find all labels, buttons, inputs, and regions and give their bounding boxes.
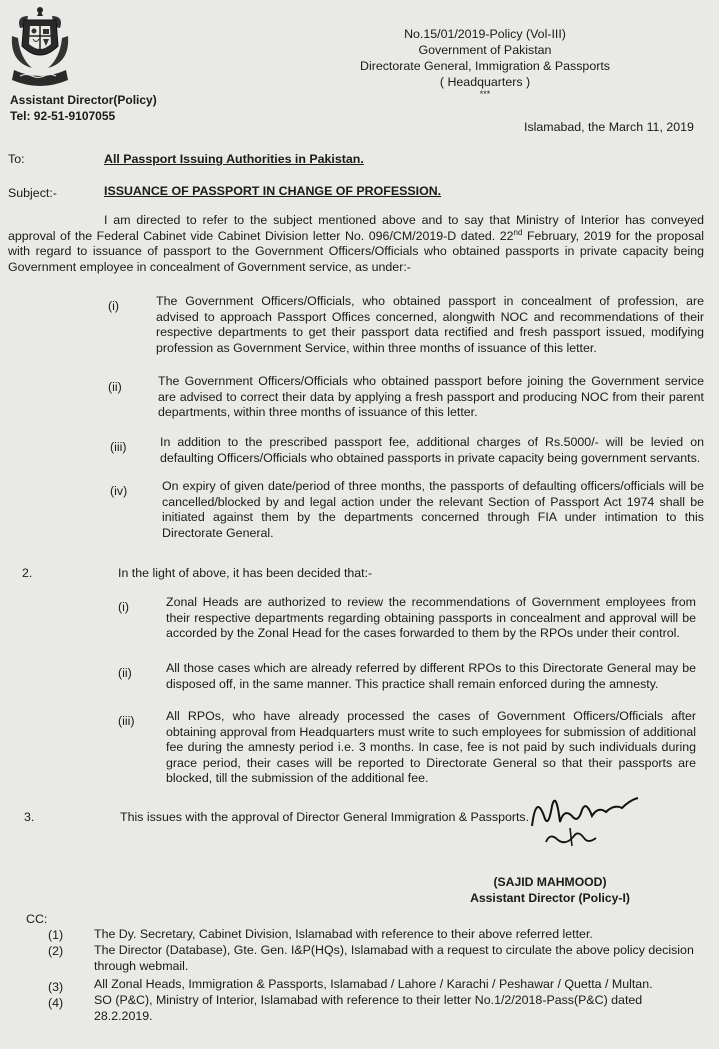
paragraph-3-text: This issues with the approval of Director General Immigration & Passports. xyxy=(120,810,530,824)
signatory-title: Assistant Director (Policy-I) xyxy=(470,891,630,905)
signatory-block xyxy=(460,874,640,906)
office-name: ( Headquarters ) xyxy=(439,75,531,89)
item-number: (ii) xyxy=(118,666,132,680)
sender-block xyxy=(10,92,157,124)
cc-label: CC: xyxy=(26,912,48,926)
item-number: (i) xyxy=(108,299,120,313)
government-name: Government of Pakistan xyxy=(418,43,552,57)
state-emblem-icon xyxy=(6,6,74,92)
intro-paragraph xyxy=(8,213,704,275)
cc-number: (2) xyxy=(48,944,64,958)
cc-item-text: SO (P&C), Ministry of Interior, Islamabad with reference to their letter No.1/2/2018-Pass(P&C) dated 28.2.2019. xyxy=(94,993,643,1023)
item-number: (ii) xyxy=(108,380,122,394)
item-number: (iii) xyxy=(110,440,127,454)
sender-telephone: Tel: 92-51-9107055 xyxy=(10,109,116,123)
sender-title: Assistant Director(Policy) xyxy=(10,93,157,107)
paragraph-number: 3. xyxy=(24,810,35,824)
list-item-text: All those cases which are already referred by different RPOs to this Directorate General may be disposed off, in the same manner. This practice shall remain enforced during the amnesty. xyxy=(166,661,696,691)
cc-item-text: The Director (Database), Gte. Gen. I&P(HQs), Islamabad with a request to circulate the above policy decision through webmail. xyxy=(94,943,694,973)
cc-number: (3) xyxy=(48,980,64,994)
list-item-text: Zonal Heads are authorized to review the recommendations of Government employees from their respective departments regarding obtaining passports in concealment and approval will be accorded by the Zonal Head for the cases forwarded to them by the RPOs under their control. xyxy=(166,595,696,641)
item-number: (iii) xyxy=(118,714,135,728)
paragraph-2-text: In the light of above, it has been decided that:- xyxy=(118,566,373,580)
cc-number: (1) xyxy=(48,928,64,942)
handwritten-signature xyxy=(526,786,646,856)
cc-item-text: The Dy. Secretary, Cabinet Division, Islamabad with reference to their above referred letter. xyxy=(94,927,593,941)
list-item-text: In addition to the prescribed passport fee, additional charges of Rs.5000/- will be levied on defaulting Officers/Officials who obtained passports in private capacity being government servants. xyxy=(160,435,704,465)
intro-text-post: February, 2019 for the proposal with regard to issuance of passport to the Government Officers/Officials who obtained passports in private capacity being Government employee in concealment of Government service, as under:- xyxy=(8,228,704,274)
list-item-text: The Government Officers/Officials who obtained passport before joining the Government service are advised to correct their data by applying a fresh passport and producing NOC from their parent departments, within three months of issuance of this letter. xyxy=(158,374,704,420)
cc-item-text: All Zonal Heads, Immigration & Passports, Islamabad / Lahore / Karachi / Peshawar / Quetta / Multan. xyxy=(94,977,653,991)
letterhead-block xyxy=(310,26,660,99)
to-label: To: xyxy=(8,152,25,166)
intro-text-pre: I am directed to refer to the subject mentioned above and to say that Ministry of Interior has conveyed approval of the Federal Cabinet vide Cabinet Division letter No. 096/CM/2019-D dated. 22 xyxy=(8,213,704,243)
paragraph-number: 2. xyxy=(22,566,33,580)
list-item-text: All RPOs, who have already processed the cases of Government Officers/Officials after obtaining approval from Headquarters must write to such employees for submission of additional fee during the amnesty period i.e. 3 months. In case, fee is not paid by such individuals during grace period, their cases will be reported to Directorate General so that their passports are blocked, till the submission of the additional fee. xyxy=(166,709,696,786)
item-number: (iv) xyxy=(110,484,128,498)
header-stars: *** xyxy=(479,89,491,99)
item-number: (i) xyxy=(118,600,130,614)
reference-number: No.15/01/2019-Policy (Vol-III) xyxy=(404,27,566,41)
list-item-text: On expiry of given date/period of three months, the passports of defaulting officers/officials will be cancelled/blocked by and legal action under the relevant Section of Passport Act 1974 shall be initiated against them by the departments concerned through FIA under intimation to this Directorate General. xyxy=(162,479,704,540)
list-item-text: The Government Officers/Officials, who obtained passport in concealment of profession, are advised to approach Passport Offices concerned, alongwith NOC and recommendations of their respective departments to get their passport data rectified and fresh passport issued, modifying profession as Government Service, within three months of issuance of this letter. xyxy=(156,294,704,355)
signatory-name: (SAJID MAHMOOD) xyxy=(493,875,607,889)
directorate-name: Directorate General, Immigration & Passports xyxy=(360,59,610,73)
cc-number: (4) xyxy=(48,996,64,1010)
letter-date: Islamabad, the March 11, 2019 xyxy=(524,120,694,134)
to-recipient: All Passport Issuing Authorities in Pakistan. xyxy=(104,152,364,166)
subject-text: ISSUANCE OF PASSPORT IN CHANGE OF PROFESSION. xyxy=(104,184,442,198)
intro-superscript: nd xyxy=(513,227,523,237)
subject-label: Subject:- xyxy=(8,186,57,200)
